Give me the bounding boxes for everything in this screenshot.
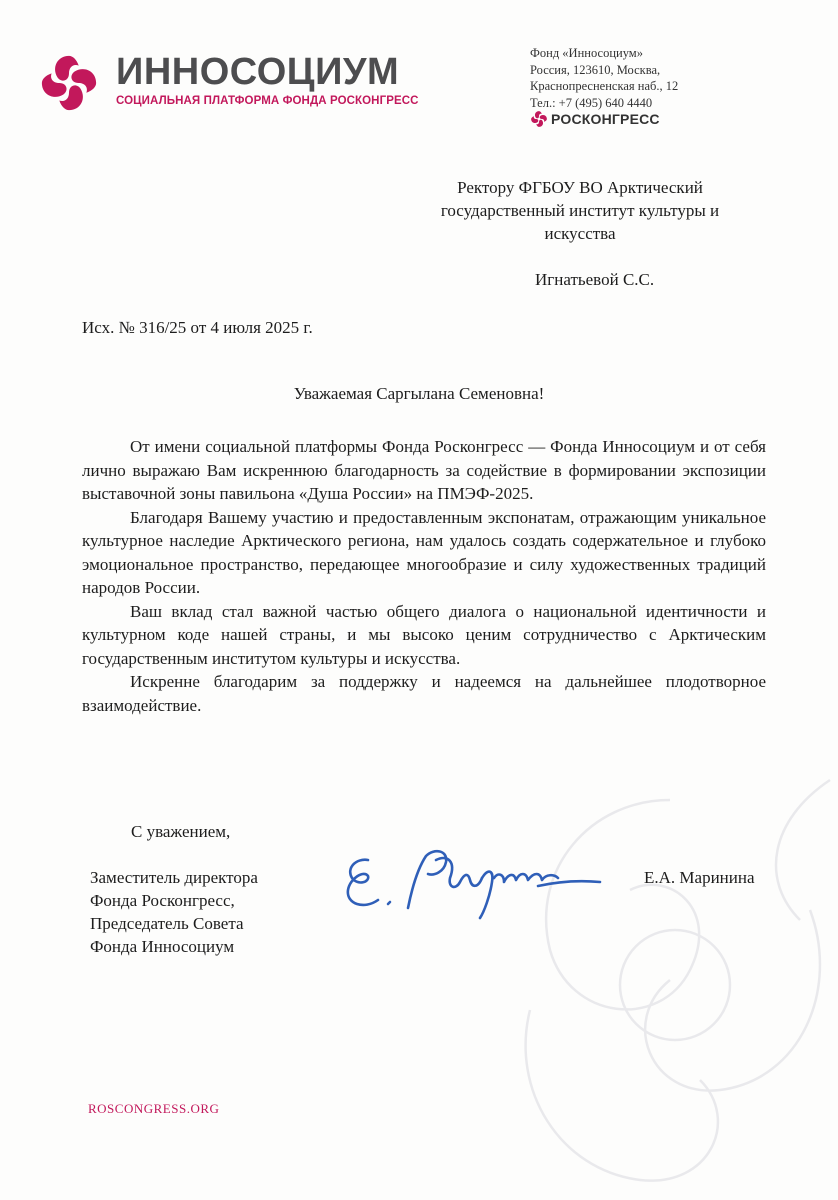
addressee-block: [410, 176, 750, 245]
body-paragraph: Ваш вклад стал важной частью общего диалога о национальной идентичности и культурном коде нашей страны, и мы высоко ценим сотрудничество с Арктическим государственным институтом культуры и искусства.: [82, 601, 766, 668]
addressee-name: Игнатьевой С.С.: [535, 270, 655, 289]
addressee-line: искусства: [544, 224, 616, 243]
brand-subtitle: СОЦИАЛЬНАЯ ПЛАТФОРМА ФОНДА РОСКОНГРЕСС: [116, 95, 419, 107]
outgoing-reference: Исх. № 316/25 от 4 июля 2025 г.: [82, 318, 313, 337]
brand-name: ИННОСОЦИУМ: [116, 51, 400, 93]
signer-title-line: Заместитель директора: [90, 868, 258, 887]
roscongress-logo: [530, 110, 660, 128]
signer-title: [90, 866, 258, 958]
addressee-line: Ректору ФГБОУ ВО Арктический: [457, 178, 703, 197]
signer-title-line: Председатель Совета: [90, 914, 244, 933]
roscongress-logo-text: РОСКОНГРЕСС: [551, 111, 660, 127]
body-paragraph: От имени социальной платформы Фонда Росконгресс — Фонда Инносоциум и от себя лично выражаю Вам искреннюю благодарность за содействие в формировании экспозиции выставочной зоны павильона «Душа России» на ПМЭФ-2025.: [82, 437, 766, 503]
signer-title-line: Фонда Инносоциум: [90, 937, 235, 956]
watermark-logo: [470, 760, 838, 1200]
contact-line: Россия, 123610, Москва,: [530, 62, 661, 77]
closing: С уважением,: [131, 822, 231, 841]
body-paragraph: Благодаря Вашему участию и предоставленным экспонатам, отражающим уникальное культурное наследие Арктического региона, нам удалось создать содержательное и глубоко эмоциональное пространство, передающее многообразие и силу художественных традиций народов России.: [82, 507, 766, 597]
roscongress-flower-icon: [530, 110, 548, 128]
flower-logo-icon: [38, 52, 100, 114]
contact-line: Краснопресненская наб., 12: [530, 79, 679, 93]
greeting: Уважаемая Саргылана Семеновна!: [293, 384, 545, 403]
letter-body: [82, 435, 766, 717]
handwritten-signature: [338, 838, 608, 922]
contact-block: [530, 45, 678, 111]
footer-url: ROSCONGRESS.ORG: [88, 1101, 220, 1116]
signer-name: Е.А. Маринина: [644, 868, 755, 887]
addressee-line: государственный институт культуры и: [440, 201, 720, 220]
contact-line: Фонд «Инносоциум»: [530, 46, 643, 60]
body-paragraph: Искренне благодарим за поддержку и надеемся на дальнейшее плодотворное взаимодействие.: [82, 672, 766, 715]
signer-title-line: Фонда Росконгресс,: [90, 891, 235, 910]
contact-phone: Тел.: +7 (495) 640 4440: [530, 95, 653, 110]
